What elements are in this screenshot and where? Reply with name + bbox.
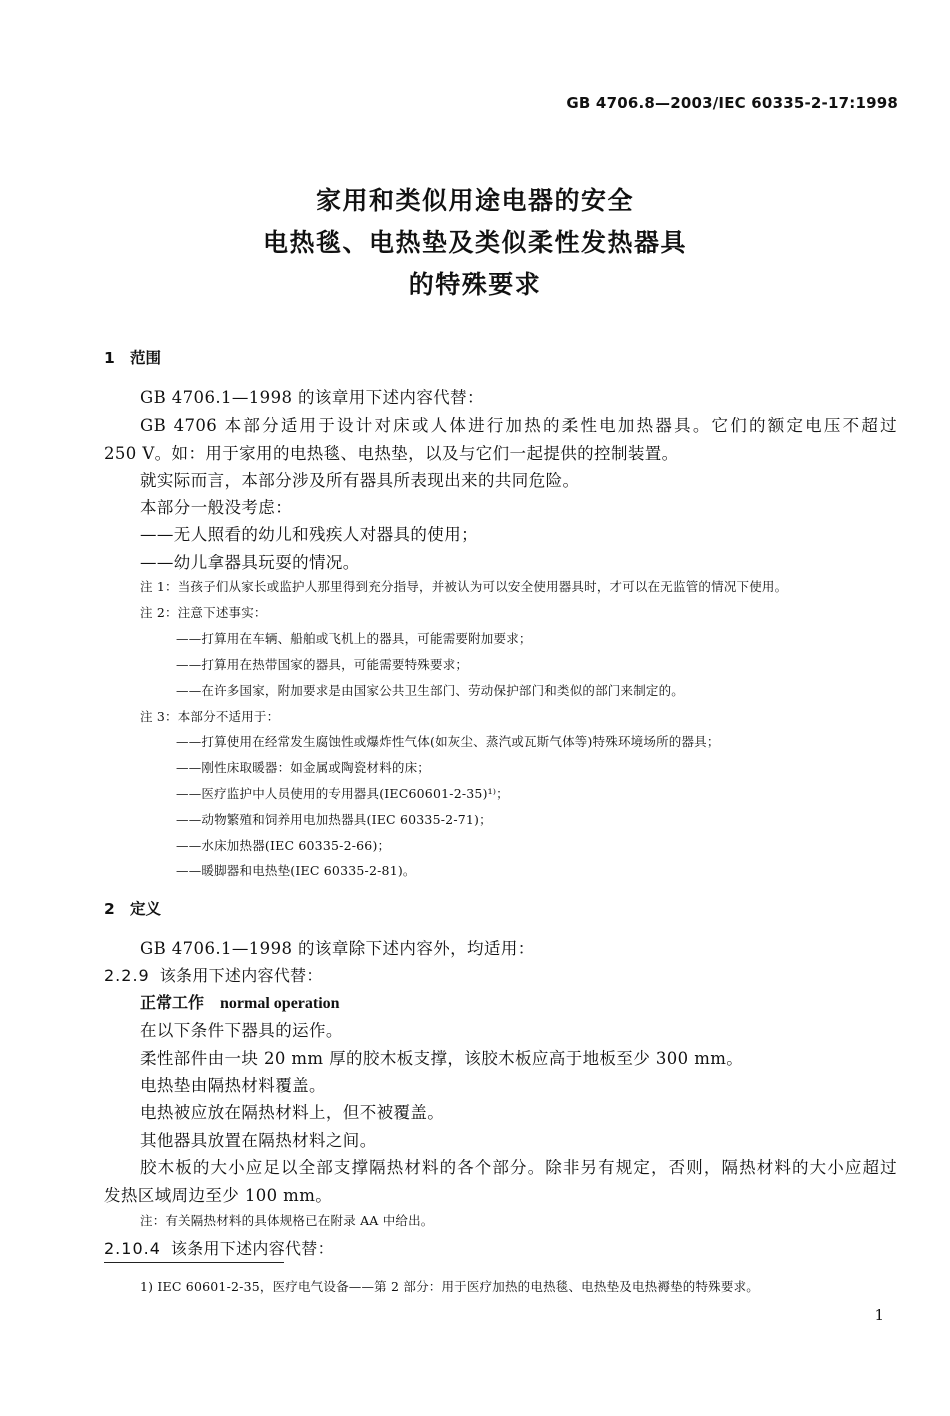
subclause-2-2-9 — [104, 963, 323, 986]
subclause-number: 2.10.4 — [104, 1239, 161, 1258]
subclause-text: 该条用下述内容代替： — [159, 966, 323, 985]
section-2-last-paragraph-line-1: 胶木板的大小应足以全部支撑隔热材料的各个部分。除非另有规定，否则，隔热材料的大小应超过 — [140, 1158, 897, 1177]
standard-code: GB 4706.8—2003/IEC 60335-2-17:1998 — [566, 94, 898, 112]
title-line-3: 的特殊要求 — [408, 270, 542, 299]
section-1-paragraph-1: GB 4706.1—1998 的该章用下述内容代替： — [140, 388, 484, 407]
section-1-paragraph-3: 就实际而言，本部分涉及所有器具所表现出来的共同危险。 — [140, 471, 580, 490]
term-chinese: 正常工作 — [140, 993, 205, 1012]
subclause-text: 该条用下述内容代替： — [170, 1239, 334, 1258]
section-1-heading — [104, 346, 161, 368]
note-1: 注 1：当孩子们从家长或监护人那里得到充分指导，并被认为可以安全使用器具时，才可以在无监管的情况下使用。 — [140, 579, 788, 594]
list-item: ——幼儿拿器具玩耍的情况。 — [140, 553, 360, 572]
note-3-item: ——动物繁殖和饲养用电加热器具(IEC 60335-2-71)； — [176, 812, 492, 827]
subclause-number: 2.2.9 — [104, 966, 150, 985]
term-entry — [140, 990, 340, 1013]
note-2-item: ——打算用在车辆、船舶或飞机上的器具，可能需要附加要求； — [176, 631, 532, 646]
section-1-paragraph-4: 本部分一般没考虑： — [140, 498, 293, 517]
note-3-item: ——打算使用在经常发生腐蚀性或爆炸性气体(如灰尘、蒸汽或瓦斯气体等)特殊环境场所的器具； — [176, 734, 720, 749]
title-line-1: 家用和类似用途电器的安全 — [315, 186, 634, 215]
page-number: 1 — [874, 1306, 884, 1324]
definition-line: 柔性部件由一块 20 mm 厚的胶木板支撑，该胶木板应高于地板至少 300 mm。 — [140, 1049, 744, 1068]
term-english: normal operation — [220, 995, 340, 1012]
note-2-item: ——打算用在热带国家的器具，可能需要特殊要求； — [176, 657, 469, 672]
note-2-item: ——在许多国家，附加要求是由国家公共卫生部门、劳动保护部门和类似的部门来制定的。 — [176, 683, 685, 698]
section-2-paragraph-1: GB 4706.1—1998 的该章除下述内容外，均适用： — [140, 939, 535, 958]
note-3-item: ——医疗监护中人员使用的专用器具(IEC60601-2-35)¹⁾； — [176, 786, 509, 801]
definition-line: 电热垫由隔热材料覆盖。 — [140, 1076, 326, 1095]
title-line-2: 电热毯、电热垫及类似柔性发热器具 — [262, 228, 687, 257]
footnote: 1) IEC 60601-2-35，医疗电气设备——第 2 部分：用于医疗加热的电热毯、电热垫及电热褥垫的特殊要求。 — [140, 1279, 759, 1294]
note-3-item: ——暖脚器和电热垫(IEC 60335-2-81)。 — [176, 863, 416, 878]
section-2-note: 注：有关隔热材料的具体规格已在附录 AA 中给出。 — [140, 1213, 434, 1228]
list-item: ——无人照看的幼儿和残疾人对器具的使用； — [140, 525, 478, 544]
note-3-heading: 注 3：本部分不适用于： — [140, 709, 280, 724]
definition-line: 其他器具放置在隔热材料之间。 — [140, 1131, 377, 1150]
section-1-title: 范围 — [130, 349, 162, 367]
section-1-paragraph-2-line-2: 250 V。如：用于家用的电热毯、电热垫，以及与它们一起提供的控制装置。 — [104, 444, 679, 463]
section-2-title: 定义 — [130, 900, 162, 918]
section-2-number: 2 — [104, 900, 115, 918]
section-1-number: 1 — [104, 349, 115, 367]
note-3-item: ——刚性床取暖器：如金属或陶瓷材料的床； — [176, 760, 431, 775]
section-2-last-paragraph-line-2: 发热区域周边至少 100 mm。 — [104, 1186, 333, 1205]
note-2-heading: 注 2：注意下述事实： — [140, 605, 267, 620]
section-1-paragraph-2-line-1: GB 4706 本部分适用于设计对床或人体进行加热的柔性电加热器具。它们的额定电压不超过 — [140, 416, 897, 435]
footnote-divider — [104, 1262, 284, 1263]
subclause-2-10-4 — [104, 1236, 334, 1259]
definition-line: 在以下条件下器具的运作。 — [140, 1021, 343, 1040]
note-3-item: ——水床加热器(IEC 60335-2-66)； — [176, 838, 391, 853]
document-title — [0, 180, 950, 306]
definition-line: 电热被应放在隔热材料上，但不被覆盖。 — [140, 1103, 445, 1122]
section-2-heading — [104, 897, 161, 919]
